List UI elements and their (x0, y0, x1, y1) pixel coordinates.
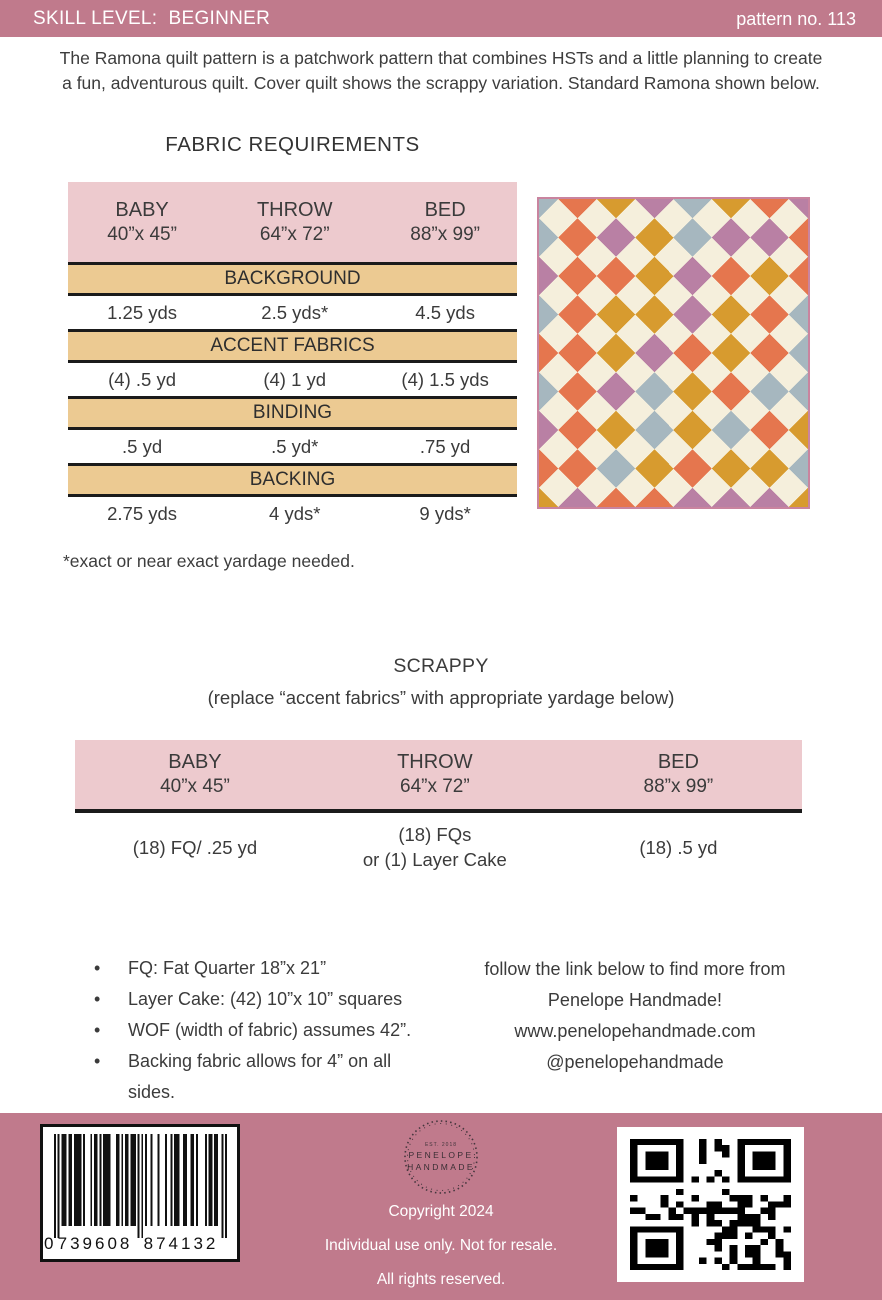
fabric-requirements-title: FABRIC REQUIREMENTS (165, 133, 420, 156)
quilt-preview-image (537, 197, 810, 509)
section-band-accent-fabrics: ACCENT FABRICS (68, 332, 517, 360)
column-name: BABY (168, 751, 222, 773)
use-note-text: Individual use only. Not for resale. (324, 1237, 558, 1254)
scrappy-table-header (75, 740, 802, 809)
website-url: www.penelopehandmade.com (514, 1021, 756, 1041)
yardage-cell: .75 yd (419, 435, 471, 457)
column-name: BED (657, 751, 699, 773)
column-name: BABY (115, 198, 169, 221)
column-size: 40”x 45” (160, 776, 230, 797)
table-row (68, 497, 517, 530)
table-row (68, 296, 517, 329)
yardage-cell: .5 yd (122, 435, 163, 457)
fabric-requirements-table (68, 182, 517, 530)
column-size: 64”x 72” (259, 223, 330, 245)
note-bullet-item: • FQ: Fat Quarter 18”x 21” (88, 953, 418, 984)
yardage-cell: (4) .5 yd (108, 368, 176, 390)
yardage-cell: 9 yds* (419, 502, 471, 524)
column-header-throw (216, 198, 373, 247)
note-bullet-item: • Backing fabric allows for 4” on all sides. (88, 1046, 418, 1108)
section-band-backing: BACKING (68, 466, 517, 494)
column-name: THROW (397, 751, 473, 773)
svg-text:0: 0 (44, 1234, 57, 1253)
column-name: THROW (256, 198, 333, 221)
skill-level-label: SKILL LEVEL: BEGINNER (33, 8, 271, 29)
scrappy-title: SCRAPPY (393, 655, 489, 677)
logo-line-2: HANDMADE (407, 1162, 475, 1172)
pattern-number: pattern no. 113 (736, 9, 856, 29)
penelope-handmade-logo (393, 1115, 489, 1199)
links-block (440, 954, 830, 1078)
scrappy-yardage-cell: (18) FQs or (1) Layer Cake (362, 824, 507, 870)
yardage-cell: 2.75 yds (107, 502, 178, 524)
qr-code (617, 1127, 804, 1282)
column-name: BED (424, 198, 466, 221)
yardage-cell: .5 yd* (271, 435, 319, 457)
yardage-cell: 4.5 yds (415, 301, 475, 323)
scrappy-yardage-cell: (18) .5 yd (639, 836, 718, 858)
scrappy-table (75, 740, 802, 872)
column-size: 64”x 72” (400, 776, 470, 797)
notes-bullet-list (88, 953, 418, 1108)
column-size: 40”x 45” (107, 223, 177, 245)
footer-bar (0, 1113, 882, 1300)
column-header-baby (75, 750, 315, 799)
column-size: 88”x 99” (643, 776, 714, 797)
column-header-baby (68, 198, 216, 247)
column-header-bed (555, 750, 802, 799)
yardage-cell: (4) 1 yd (263, 368, 327, 390)
scrappy-table-values (75, 813, 802, 872)
column-size: 88”x 99” (410, 223, 480, 245)
yardage-cell: 1.25 yds (107, 301, 178, 323)
logo-line-1: PENELOPE (408, 1150, 474, 1160)
social-handle: @penelopehandmade (546, 1052, 724, 1072)
column-header-bed (373, 198, 517, 247)
links-text: follow the link below to find more from (484, 959, 786, 979)
copyright-text: Copyright 2024 (388, 1203, 494, 1220)
yardage-cell: 2.5 yds* (261, 301, 329, 323)
table-row (68, 430, 517, 463)
logo-est-text: EST. 2018 (424, 1142, 458, 1148)
note-bullet-item: • Layer Cake: (42) 10”x 10” squares (88, 984, 418, 1015)
section-band-binding: BINDING (68, 399, 517, 427)
yardage-cell: 4 yds* (269, 502, 321, 524)
scrappy-yardage-cell: (18) FQ/ .25 yd (132, 836, 258, 858)
yardage-cell: (4) 1.5 yds (401, 368, 489, 390)
table-row (68, 363, 517, 396)
yardage-footnote: *exact or near exact yardage needed. (63, 551, 355, 571)
note-bullet-item: • WOF (width of fabric) assumes 42”. (88, 1015, 418, 1046)
rights-text: All rights reserved. (376, 1271, 506, 1288)
links-text: Penelope Handmade! (547, 990, 723, 1010)
intro-paragraph (0, 46, 882, 96)
column-header-throw (315, 750, 555, 799)
svg-text:739608: 739608 (57, 1234, 133, 1253)
fabric-table-header (68, 182, 517, 262)
intro-line-1: The Ramona quilt pattern is a patchwork pattern that combines HSTs and a little planning to create (59, 48, 823, 68)
section-band-background: BACKGROUND (68, 265, 517, 293)
intro-line-2: a fun, adventurous quilt. Cover quilt shows the scrappy variation. Standard Ramona shown below. (62, 73, 820, 93)
svg-text:874132: 874132 (143, 1234, 219, 1253)
skill-level-bar (0, 0, 882, 37)
scrappy-subtitle: (replace “accent fabrics” with appropriate yardage below) (207, 687, 675, 708)
